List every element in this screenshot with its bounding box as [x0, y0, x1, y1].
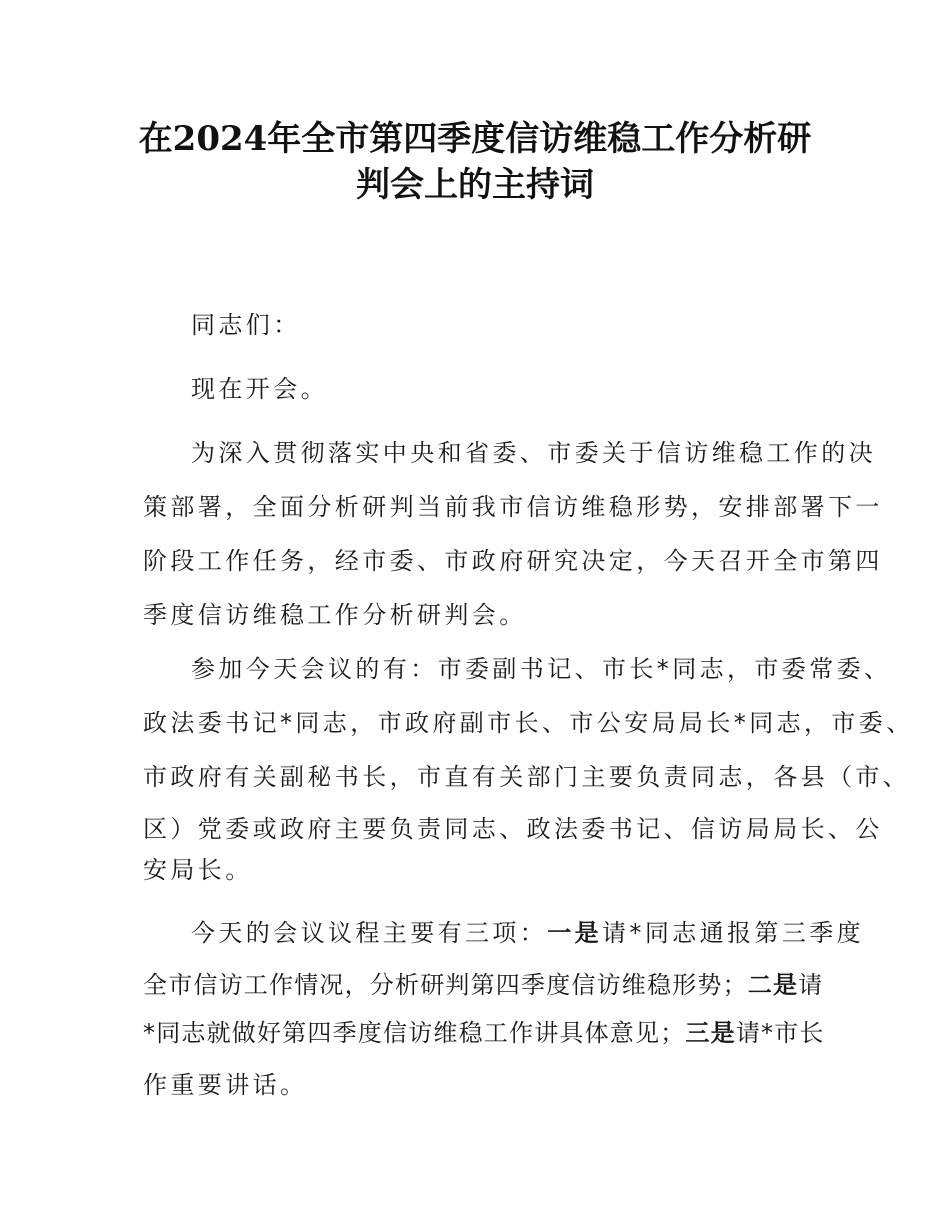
greeting: 同志们：: [191, 311, 301, 339]
document-title-line-2: 判会上的主持词: [356, 165, 594, 205]
agenda-intro: 今天的会议议程主要有三项：: [191, 919, 548, 947]
paragraph-3-line: [191, 916, 864, 950]
agenda-item-1-text-cont: 全市信访工作情况，分析研判第四季度信访维稳形势；: [143, 971, 748, 999]
agenda-item-3-marker: 三是: [685, 1019, 736, 1047]
paragraph-3-line: [143, 968, 823, 1002]
paragraph-2-line: 政法委书记*同志，市政府副市长、市公安局局长*同志，市委、: [143, 709, 914, 737]
paragraph-2-line: 安局长。: [143, 856, 253, 884]
agenda-item-1-marker: 一是: [547, 919, 603, 947]
paragraph-3-line: [143, 1016, 825, 1050]
opening-line: 现在开会。: [191, 375, 328, 403]
paragraph-1-line: 策部署，全面分析研判当前我市信访维稳形势，安排部署下一: [143, 493, 883, 521]
agenda-item-3-text: 请*市长: [735, 1019, 825, 1047]
agenda-item-1-text: 请*同志通报第三季度: [602, 919, 865, 947]
paragraph-2-line: 区）党委或政府主要负责同志、政法委书记、信访局局长、公: [143, 815, 883, 843]
paragraph-1-line: 阶段工作任务，经市委、市政府研究决定，今天召开全市第四: [143, 547, 883, 575]
paragraph-2-line: 参加今天会议的有：市委副书记、市长*同志，市委常委、: [191, 655, 892, 683]
paragraph-1-line: 为深入贯彻落实中央和省委、市委关于信访维稳工作的决: [191, 439, 876, 467]
paragraph-1-line: 季度信访维稳工作分析研判会。: [143, 601, 527, 629]
paragraph-2-line: 市政府有关副秘书长，市直有关部门主要负责同志，各县（市、: [143, 763, 911, 791]
paragraph-3-line: 作重要讲话。: [143, 1071, 308, 1099]
agenda-item-2-marker: 二是: [747, 971, 799, 999]
document-title-line-1: 在2024年全市第四季度信访维稳工作分析研: [138, 119, 812, 159]
agenda-item-2-text: 请: [798, 971, 824, 999]
agenda-item-2-text-cont: *同志就做好第四季度信访维稳工作讲具体意见；: [143, 1019, 686, 1047]
